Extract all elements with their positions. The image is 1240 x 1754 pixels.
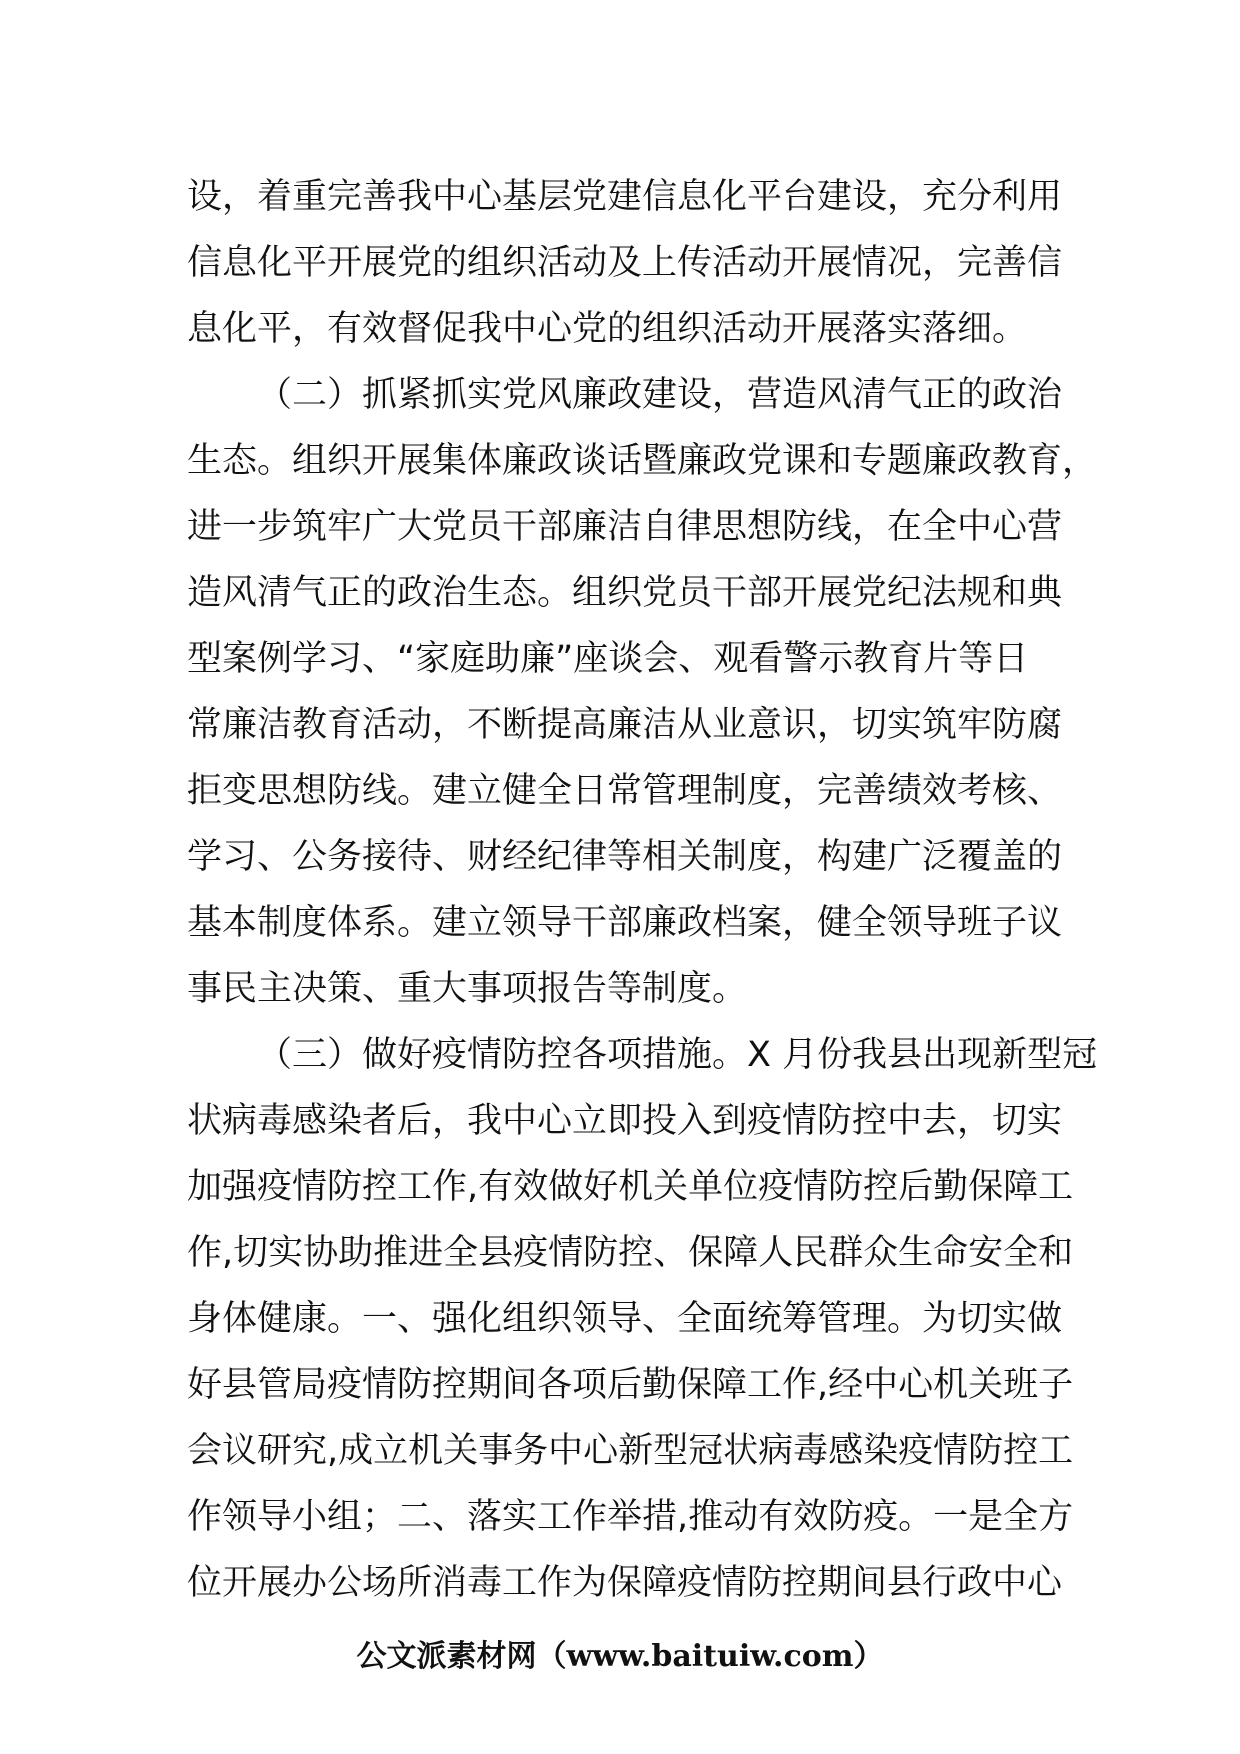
section-heading-line: （二）抓紧抓实党风廉政建设，营造风清气正的政治 — [257, 375, 1063, 415]
page-footer-source: 公文派素材网（www.baituiw.com） — [356, 1639, 884, 1674]
text-line: 事民主决策、重大事项报告等制度。 — [187, 969, 748, 1009]
text-line: 设，着重完善我中心基层党建信息化平台建设，充分利用 — [187, 177, 1063, 217]
text-line: 加强疫情防控工作,有效做好机关单位疫情防控后勤保障工 — [187, 1167, 1074, 1207]
document-body — [187, 164, 1098, 1616]
text-line: 作,切实协助推进全县疫情防控、保障人民群众生命安全和 — [187, 1233, 1074, 1273]
text-line: 好县管局疫情防控期间各项后勤保障工作,经中心机关班子 — [187, 1365, 1074, 1405]
text-line: 身体健康。一、强化组织领导、全面统筹管理。为切实做 — [187, 1299, 1063, 1339]
text-line: 造风清气正的政治生态。组织党员干部开展党纪法规和典 — [187, 573, 1063, 613]
text-line: 学习、公务接待、财经纪律等相关制度，构建广泛覆盖的 — [187, 837, 1063, 877]
text-line: 进一步筑牢广大党员干部廉洁自律思想防线，在全中心营 — [187, 507, 1063, 547]
text-line: 位开展办公场所消毒工作为保障疫情防控期间县行政中心 — [187, 1563, 1063, 1603]
text-line: 息化平，有效督促我中心党的组织活动开展落实落细。 — [187, 309, 1028, 349]
text-line: 状病毒感染者后，我中心立即投入到疫情防控中去，切实 — [187, 1101, 1063, 1141]
text-line: 会议研究,成立机关事务中心新型冠状病毒感染疫情防控工 — [187, 1431, 1074, 1471]
text-line: 作领导小组；二、落实工作举措,推动有效防疫。一是全方 — [187, 1497, 1074, 1537]
text-line: 信息化平开展党的组织活动及上传活动开展情况，完善信 — [187, 243, 1063, 283]
section-heading-line: （三）做好疫情防控各项措施。X 月份我县出现新型冠 — [257, 1035, 1098, 1075]
text-line: 拒变思想防线。建立健全日常管理制度，完善绩效考核、 — [187, 771, 1063, 811]
text-line: 型案例学习、“家庭助廉”座谈会、观看警示教育片等日 — [187, 639, 1029, 679]
text-line: 基本制度体系。建立领导干部廉政档案，健全领导班子议 — [187, 903, 1063, 943]
text-line: 生态。组织开展集体廉政谈话暨廉政党课和专题廉政教育， — [187, 441, 1098, 481]
text-line: 常廉洁教育活动，不断提高廉洁从业意识，切实筑牢防腐 — [187, 705, 1063, 745]
